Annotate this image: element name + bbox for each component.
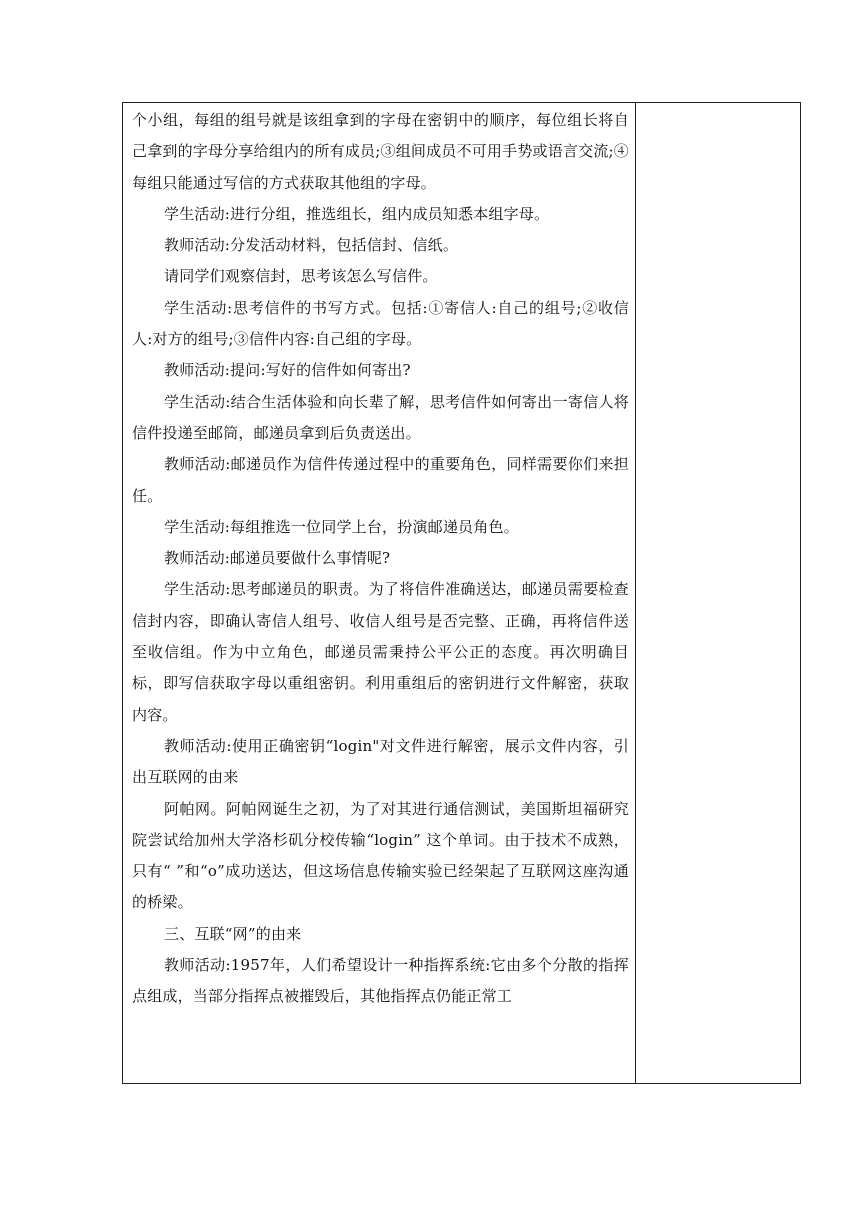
paragraph: 学生活动:进行分组，推选组长，组内成员知悉本组字母。 bbox=[164, 204, 550, 223]
paragraph: 教师活动:分发活动材料，包括信封、信纸。 bbox=[164, 236, 459, 255]
paragraph: 学生活动:每组推选一位同学上台，扮演邮递员角色。 bbox=[164, 517, 519, 536]
paragraph: 教师活动:邮递员作为信件传递过程中的重要角色，同样需要你们来担任。 bbox=[132, 455, 629, 505]
paragraph: 学生活动:思考信件的书写方式。包括:①寄信人:自己的组号;②收信人:对方的组号;③信件内容:自己组的字母。 bbox=[132, 298, 629, 349]
lesson-table bbox=[122, 102, 801, 1084]
content-cell bbox=[123, 103, 636, 1084]
paragraph: 学生活动:结合生活体验和向长辈了解，思考信件如何寄出一寄信人将信件投递至邮筒，邮递员拿到后负责送出。 bbox=[132, 392, 629, 442]
paragraph: 教师活动:使用正确密钥“login"对文件进行解密，展示文件内容，引出互联网的由来 bbox=[132, 736, 629, 787]
paragraph: 教师活动:邮递员要做什么事情呢? bbox=[164, 549, 391, 568]
paragraph: 教师活动:1957年，人们希望设计一种指挥系统:它由多个分散的指挥点组成，当部分指挥点被摧毁后，其他指挥点仍能正常工 bbox=[132, 956, 629, 1006]
paragraph: 请同学们观察信封，思考该怎么写信件。 bbox=[164, 267, 438, 286]
table-row bbox=[123, 103, 801, 1084]
paragraph: 个小组，每组的组号就是该组拿到的字母在密钥中的顺序，每位组长将自己拿到的字母分享给组内的所有成员;③组间成员不可用手势或语言交流;④每组只能通过写信的方式获取其他组的字母。 bbox=[132, 111, 629, 192]
paragraph: 学生活动:思考邮递员的职责。为了将信件准确送达，邮递员需要检查信封内容，即确认寄信人组号、收信人组号是否完整、正确，再将信件送至收信组。作为中立角色，邮递员需秉持公平公正的态度。再次明确目标，即写信获取字母以重组密钥。利用重组后的密钥进行文件解密，获取内容。 bbox=[132, 580, 629, 724]
paragraph: 教师活动:提问:写好的信件如何寄出? bbox=[164, 361, 411, 380]
section-heading: 三、互联“网”的由来 bbox=[164, 924, 302, 943]
paragraph: 阿帕网。阿帕网诞生之初，为了对其进行通信测试，美国斯坦福研究院尝试给加州大学洛杉矶分校传输“login” 这个单词。由于技术不成熟，只有“ ”和“o”成功送达，但这场信息传输实验已经架起了互联网这座沟通的桥梁。 bbox=[132, 799, 629, 912]
content-body bbox=[123, 103, 635, 1013]
notes-cell bbox=[636, 103, 801, 1084]
